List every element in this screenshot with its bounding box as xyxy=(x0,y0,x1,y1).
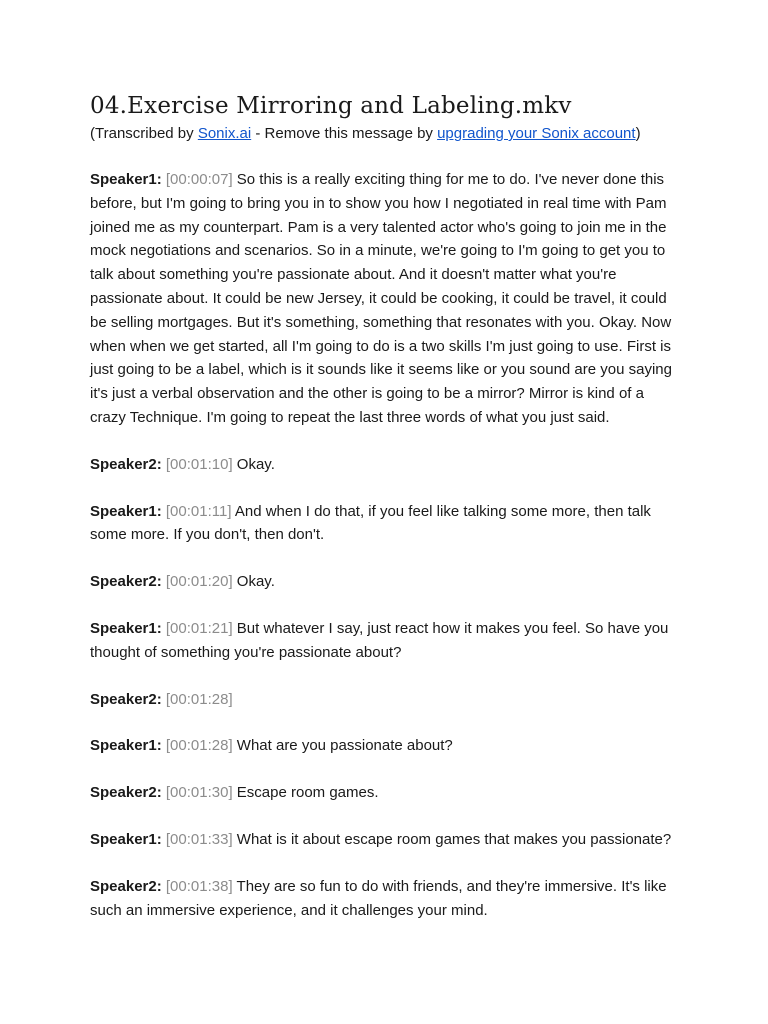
utterance-text: Escape room games. xyxy=(236,784,379,802)
utterance-text: And when I do that, if you feel like talking some more, then talk some more. If you don't, then don't. xyxy=(90,502,651,544)
speaker-label: Speaker1: xyxy=(90,502,162,520)
speaker-label: Speaker2: xyxy=(90,455,162,473)
utterance-text: Okay. xyxy=(236,455,275,473)
transcript-entry xyxy=(90,617,680,665)
timestamp: [00:01:30] xyxy=(165,784,233,802)
speaker-label: Speaker2: xyxy=(90,784,162,802)
transcript-entry xyxy=(90,688,680,712)
speaker-label: Speaker1: xyxy=(90,171,162,188)
timestamp: [00:01:21] xyxy=(165,619,233,637)
upgrade-account-link[interactable]: upgrading your Sonix account xyxy=(437,125,636,142)
transcript-entry xyxy=(90,570,680,594)
speaker-label: Speaker1: xyxy=(90,737,162,755)
timestamp: [00:01:33] xyxy=(165,830,233,848)
utterance-text: What is it about escape room games that makes you passionate? xyxy=(236,830,672,848)
transcription-notice xyxy=(90,122,680,146)
transcript-entry xyxy=(90,828,680,852)
utterance-text: They are so fun to do with friends, and they're immersive. It's like such an immersive experience, and it challenges your mind. xyxy=(90,877,667,919)
transcript-entry xyxy=(90,781,680,805)
notice-middle: - Remove this message by xyxy=(251,125,438,142)
timestamp: [00:01:10] xyxy=(165,455,233,473)
speaker-label: Speaker1: xyxy=(90,830,162,848)
transcript-entry xyxy=(90,168,680,430)
utterance-text: What are you passionate about? xyxy=(236,737,453,755)
transcript-entry xyxy=(90,875,680,923)
timestamp: [00:01:38] xyxy=(165,877,233,895)
timestamp: [00:01:20] xyxy=(165,573,233,591)
speaker-label: Speaker2: xyxy=(90,877,162,895)
timestamp: [00:01:11] xyxy=(165,502,232,520)
timestamp: [00:01:28] xyxy=(165,737,233,755)
sonix-link[interactable]: Sonix.ai xyxy=(197,125,252,142)
timestamp: [00:01:28] xyxy=(165,690,233,708)
transcript-entry xyxy=(90,453,680,477)
transcript-page xyxy=(90,90,680,945)
utterance-text: But whatever I say, just react how it makes you feel. So have you thought of something you're passionate about? xyxy=(90,619,669,661)
transcript-entry xyxy=(90,734,680,758)
notice-suffix: ) xyxy=(635,125,641,142)
utterance-text: So this is a really exciting thing for me to do. I've never done this before, but I'm going to bring you in to show you how I negotiated in real time with Pam joined me as my counterpart. Pam is a very talented actor who's going to join me in the mock negotiations and scenarios. So in a minute, we're going to I'm going to get you to talk about something you're passionate about. And it doesn't matter what you're passionate about. It could be new Jersey, it could be cooking, it could be travel, it could be selling mortgages. But it's something, something that resonates with you. Okay. Now when when we get started, all I'm going to do is a two skills I'm just going to use. First is just going to be a label, which is it sounds like it seems like or you sound are you saying it's just a verbal observation and the other is going to be a mirror? Mirror is kind of a crazy Technique. I'm going to repeat the last three words of what you just said. xyxy=(90,171,672,426)
transcript-entry xyxy=(90,500,680,548)
speaker-label: Speaker1: xyxy=(90,619,162,637)
utterance-text: Okay. xyxy=(236,573,275,591)
speaker-label: Speaker2: xyxy=(90,690,162,708)
document-title: 04.Exercise Mirroring and Labeling.mkv xyxy=(90,93,572,119)
timestamp: [00:00:07] xyxy=(165,171,233,188)
speaker-label: Speaker2: xyxy=(90,573,162,591)
notice-prefix: (Transcribed by xyxy=(90,125,198,142)
